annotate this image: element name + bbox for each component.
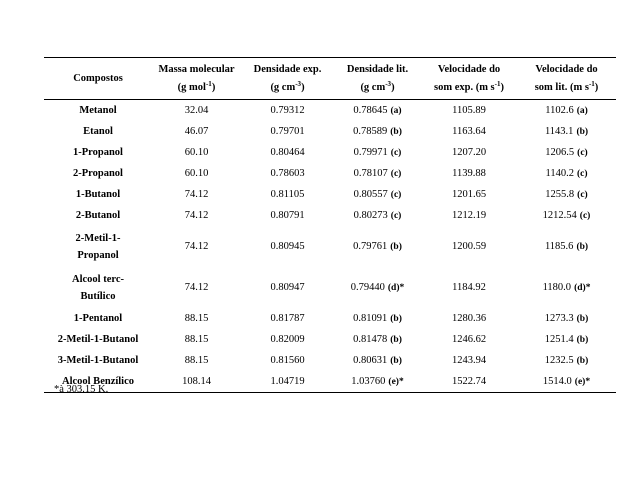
header-line1: Densidade lit. (346, 63, 409, 75)
header-unit-exponent: -1 (588, 79, 595, 88)
velocity-lit-value: 1206.5 (545, 146, 575, 158)
density-lit-cell (334, 308, 421, 329)
velocity-lit-cell (517, 350, 616, 371)
table-row (44, 142, 616, 163)
density-exp-cell (241, 226, 334, 267)
molecular-mass-cell (152, 121, 241, 142)
density-lit-value: 0.81478 (353, 333, 388, 345)
density-lit-temperature-mark: * (398, 376, 404, 387)
velocity-exp-cell (421, 142, 517, 163)
velocity-lit-reference: (c) (577, 189, 588, 200)
velocity-lit-value: 1185.6 (544, 240, 574, 252)
velocity-lit-cell (517, 142, 616, 163)
molecular-mass-value: 46.07 (184, 126, 209, 137)
header-compostos (44, 58, 152, 100)
velocity-lit-reference: (b) (576, 126, 589, 137)
header-unit-exponent: -1 (205, 79, 212, 88)
density-lit-cell (334, 267, 421, 308)
compound-name: 2-Propanol (73, 168, 123, 179)
table-row (44, 350, 616, 371)
density-lit-cell (334, 163, 421, 184)
velocity-exp-cell (421, 226, 517, 267)
velocity-lit-value: 1180.0 (542, 281, 572, 293)
footnote: *à 303.15 K. (54, 384, 109, 395)
compound-name-cell (44, 184, 152, 205)
density-lit-value: 0.80557 (353, 188, 388, 200)
velocity-exp-value: 1163.64 (452, 126, 486, 137)
velocity-lit-reference: (a) (576, 105, 588, 116)
density-exp-cell (241, 121, 334, 142)
header-line1: Massa molecular (158, 63, 235, 75)
header-unit-close: ) (211, 81, 216, 93)
compound-name-continued: Butílico (80, 290, 116, 302)
density-lit-value: 0.78107 (353, 167, 388, 179)
table-row (44, 329, 616, 350)
density-lit-value: 0.78645 (353, 104, 388, 116)
velocity-exp-value: 1243.94 (451, 355, 487, 366)
molecular-mass-value: 60.10 (184, 168, 209, 179)
density-exp-value: 0.79701 (270, 126, 305, 137)
density-exp-cell (241, 142, 334, 163)
density-lit-reference: (c) (390, 210, 402, 221)
molecular-mass-value: 74.12 (184, 282, 209, 293)
header-unit-exponent: -3 (295, 79, 302, 88)
compound-name-cell (44, 267, 152, 308)
density-lit-value: 0.79440 (350, 281, 385, 293)
velocity-lit-cell (517, 163, 616, 184)
velocity-lit-value: 1232.5 (544, 354, 574, 366)
velocity-lit-reference: (e) (574, 376, 586, 387)
density-exp-cell (241, 205, 334, 226)
density-lit-cell (334, 350, 421, 371)
molecular-mass-cell (152, 226, 241, 267)
velocity-exp-value: 1246.62 (451, 334, 487, 345)
density-lit-reference: (c) (390, 189, 402, 200)
table-row (44, 205, 616, 226)
velocity-exp-value: 1139.88 (452, 168, 486, 179)
velocity-exp-value: 1184.92 (452, 282, 486, 293)
density-lit-value: 0.81091 (353, 312, 388, 324)
velocity-lit-reference: (b) (576, 355, 589, 366)
velocity-exp-cell (421, 100, 517, 122)
density-exp-cell (241, 267, 334, 308)
velocity-lit-cell (517, 267, 616, 308)
molecular-mass-cell (152, 329, 241, 350)
header-unit-close: ) (500, 81, 504, 93)
density-lit-reference: (b) (390, 334, 402, 345)
header-densidade-lit (334, 58, 421, 100)
molecular-mass-cell (152, 205, 241, 226)
molecular-mass-cell (152, 350, 241, 371)
velocity-lit-reference: (b) (576, 334, 589, 345)
compound-name-continued: Propanol (77, 249, 119, 261)
velocity-lit-cell (517, 308, 616, 329)
compound-name-cell (44, 226, 152, 267)
velocity-lit-value: 1514.0 (542, 375, 572, 387)
velocity-exp-cell (421, 308, 517, 329)
density-lit-cell (334, 205, 421, 226)
density-lit-value: 0.79761 (353, 240, 388, 252)
density-exp-value: 0.78603 (270, 168, 305, 179)
compound-name: 1-Propanol (73, 147, 123, 158)
velocity-lit-value: 1255.8 (545, 188, 575, 200)
molecular-mass-cell (152, 163, 241, 184)
molecular-mass-value: 74.12 (184, 210, 209, 221)
density-lit-cell (334, 371, 421, 393)
density-exp-value: 0.81787 (270, 313, 305, 324)
table-row (44, 371, 616, 393)
density-exp-cell (241, 163, 334, 184)
molecular-mass-cell (152, 142, 241, 163)
velocity-exp-value: 1200.59 (451, 241, 487, 252)
header-densidade-exp (241, 58, 334, 100)
density-exp-cell (241, 329, 334, 350)
density-lit-reference: (d) (387, 282, 400, 293)
density-lit-cell (334, 121, 421, 142)
density-lit-cell (334, 142, 421, 163)
density-lit-reference: (b) (390, 313, 402, 324)
molecular-mass-value: 74.12 (184, 189, 209, 200)
density-exp-cell (241, 184, 334, 205)
header-unit-exponent: -3 (385, 79, 392, 88)
velocity-lit-cell (517, 100, 616, 122)
header-unit-close: ) (391, 81, 395, 93)
density-lit-reference: (c) (390, 147, 402, 158)
compound-name-cell (44, 329, 152, 350)
density-exp-cell (241, 100, 334, 122)
density-lit-value: 0.79971 (353, 146, 388, 158)
molecular-mass-value: 108.14 (182, 376, 211, 387)
density-lit-value: 0.80273 (353, 209, 388, 221)
header-row (44, 58, 616, 100)
velocity-exp-value: 1212.19 (451, 210, 487, 221)
density-exp-cell (241, 308, 334, 329)
velocity-lit-cell (517, 205, 616, 226)
density-lit-value: 1.03760 (351, 375, 386, 387)
compound-name: 2-Metil-1- (75, 232, 121, 244)
velocity-lit-reference: (c) (579, 210, 591, 221)
molecular-mass-cell (152, 184, 241, 205)
header-unit-close: ) (301, 81, 305, 93)
compound-name: Alcool terc- (72, 273, 124, 285)
molecular-mass-value: 88.15 (184, 334, 209, 345)
density-exp-value: 0.81560 (270, 355, 305, 366)
velocity-exp-cell (421, 267, 517, 308)
velocity-lit-reference: (b) (576, 241, 589, 252)
compound-name: Etanol (83, 126, 113, 137)
density-exp-cell (241, 350, 334, 371)
compound-name: 2-Butanol (75, 210, 121, 221)
header-velocidade-lit (517, 58, 616, 100)
velocity-exp-cell (421, 121, 517, 142)
header-line1: Velocidade do (437, 63, 501, 75)
density-exp-value: 0.81105 (270, 189, 305, 200)
velocity-lit-value: 1102.6 (545, 104, 574, 116)
density-lit-value: 0.80631 (353, 354, 388, 366)
density-lit-temperature-mark: * (399, 282, 405, 293)
compound-name: 3-Metil-1-Butanol (57, 355, 139, 366)
velocity-lit-reference: (d) (574, 282, 586, 293)
velocity-lit-value: 1273.3 (544, 312, 574, 324)
velocity-exp-cell (421, 329, 517, 350)
table-row (44, 184, 616, 205)
density-lit-reference: (b) (390, 355, 402, 366)
velocity-lit-cell (517, 329, 616, 350)
molecular-mass-value: 88.15 (184, 355, 209, 366)
table-row (44, 100, 616, 122)
velocity-lit-cell (517, 184, 616, 205)
molecular-mass-cell (152, 308, 241, 329)
velocity-lit-cell (517, 371, 616, 393)
density-lit-reference: (b) (390, 241, 402, 252)
density-lit-cell (334, 329, 421, 350)
velocity-exp-cell (421, 163, 517, 184)
velocity-lit-value: 1212.54 (542, 209, 577, 221)
header-velocidade-exp (421, 58, 517, 100)
velocity-lit-temperature-mark: * (585, 282, 591, 293)
table-row (44, 163, 616, 184)
data-table (44, 57, 616, 393)
density-exp-value: 0.82009 (270, 334, 305, 345)
table-row (44, 308, 616, 329)
velocity-lit-reference: (b) (576, 313, 589, 324)
table-body (44, 100, 616, 393)
velocity-exp-value: 1280.36 (451, 313, 487, 324)
header-massa-molecular (152, 58, 241, 100)
velocity-lit-cell (517, 121, 616, 142)
density-lit-cell (334, 100, 421, 122)
table-row (44, 267, 616, 308)
density-exp-value: 0.80791 (270, 210, 305, 221)
velocity-lit-temperature-mark: * (585, 376, 591, 387)
compound-name: 1-Pentanol (73, 313, 123, 324)
density-exp-cell (241, 371, 334, 393)
density-lit-cell (334, 226, 421, 267)
compound-name: 2-Metil-1-Butanol (57, 334, 139, 345)
header-unit: som lit. (m s (534, 81, 589, 93)
header-line1: Densidade exp. (253, 63, 322, 75)
molecular-mass-value: 88.15 (184, 313, 209, 324)
compound-name-cell (44, 308, 152, 329)
molecular-mass-cell (152, 267, 241, 308)
density-exp-value: 1.04719 (270, 376, 305, 387)
compound-name: 1-Butanol (75, 189, 121, 200)
table-row (44, 226, 616, 267)
density-lit-reference: (e) (388, 376, 399, 387)
velocity-lit-reference: (c) (576, 168, 588, 179)
velocity-exp-value: 1522.74 (451, 376, 487, 387)
velocity-lit-value: 1143.1 (544, 125, 574, 137)
header-unit: (g cm (270, 81, 296, 93)
molecular-mass-cell (152, 371, 241, 393)
molecular-mass-value: 60.10 (184, 147, 209, 158)
density-exp-value: 0.80464 (270, 147, 305, 158)
density-lit-value: 0.78589 (353, 125, 388, 137)
velocity-lit-reference: (c) (577, 147, 588, 158)
density-exp-value: 0.80947 (270, 282, 305, 293)
velocity-exp-cell (421, 205, 517, 226)
velocity-exp-value: 1207.20 (451, 147, 487, 158)
compound-name-cell (44, 163, 152, 184)
molecular-mass-value: 32.04 (184, 105, 209, 116)
density-exp-value: 0.79312 (270, 105, 305, 116)
density-exp-value: 0.80945 (270, 241, 305, 252)
header-unit: som exp. (m s (433, 81, 495, 93)
velocity-lit-cell (517, 226, 616, 267)
header-line1: Compostos (73, 72, 123, 84)
compound-name-cell (44, 100, 152, 122)
density-lit-reference: (a) (390, 105, 402, 116)
header-unit: (g mol (177, 81, 206, 93)
molecular-mass-cell (152, 100, 241, 122)
velocity-lit-value: 1251.4 (544, 333, 574, 345)
header-line1: Velocidade do (535, 63, 598, 75)
table-row (44, 121, 616, 142)
compound-name-cell (44, 205, 152, 226)
header-unit-close: ) (594, 81, 599, 93)
compound-name: Metanol (79, 105, 117, 116)
molecular-mass-value: 74.12 (184, 241, 209, 252)
compound-name-cell (44, 350, 152, 371)
velocity-exp-cell (421, 184, 517, 205)
compound-name-cell (44, 121, 152, 142)
density-lit-reference: (b) (390, 126, 402, 137)
density-lit-reference: (c) (390, 168, 402, 179)
velocity-lit-value: 1140.2 (545, 167, 574, 179)
velocity-exp-cell (421, 371, 517, 393)
header-unit-exponent: -1 (494, 79, 501, 88)
compound-name: Alcool Benzílico (61, 376, 135, 387)
compound-name-cell (44, 142, 152, 163)
velocity-exp-cell (421, 350, 517, 371)
header-unit: (g cm (360, 81, 386, 93)
velocity-exp-value: 1105.89 (452, 105, 486, 116)
density-lit-cell (334, 184, 421, 205)
velocity-exp-value: 1201.65 (451, 189, 487, 200)
